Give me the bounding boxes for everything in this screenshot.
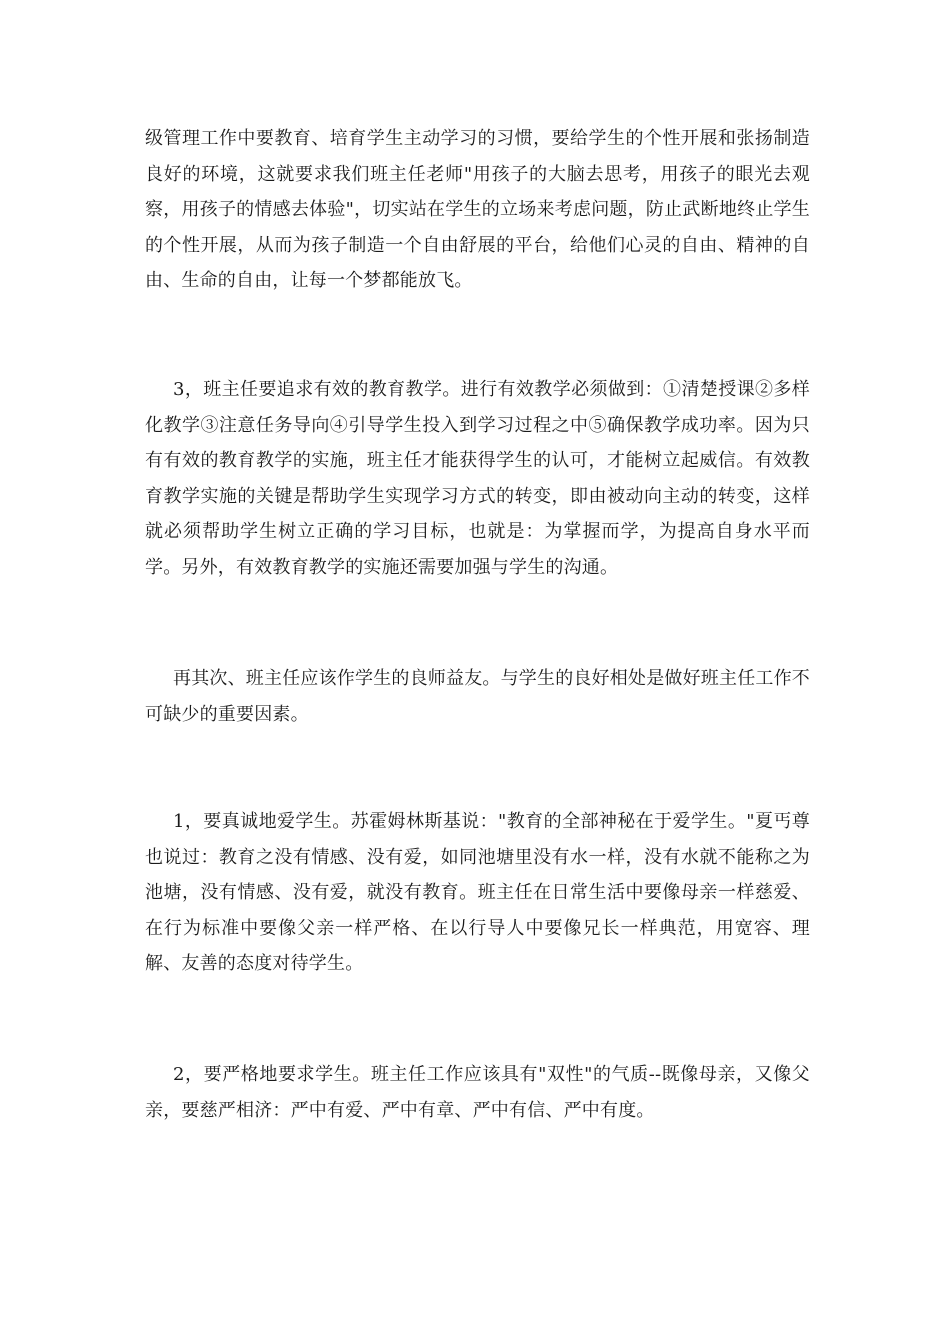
paragraph-love-students: 1，要真诚地爱学生。苏霍姆林斯基说："教育的全部神秘在于爱学生。"夏丐尊也说过：教育之没有情感、没有爱，如同池塘里没有水一样，没有水就不能称之为池塘，没有情感、没有爱，就没有教育。班主任在日常生活中要像母亲一样慈爱、在行为标准中要像父亲一样严格、在以行导人中要像兄长一样典范，用宽容、理解、友善的态度对待学生。 [145, 811, 810, 974]
paragraph-strict-requirements: 2，要严格地要求学生。班主任工作应该具有"双性"的气质--既像母亲，又像父亲，要慈严相济：严中有爱、严中有章、严中有信、严中有度。 [145, 1064, 810, 1121]
paragraph-mentor-friend: 再其次、班主任应该作学生的良师益友。与学生的良好相处是做好班主任工作不可缺少的重要因素。 [145, 668, 810, 725]
paragraph-effective-teaching: 3，班主任要追求有效的教育教学。进行有效教学必须做到：①清楚授课②多样化教学③注意任务导向④引导学生投入到学习过程之中⑤确保教学成功率。因为只有有效的教育教学的实施，班主任才能获得学生的认可，才能树立起威信。有效教育教学实施的关键是帮助学生实现学习方式的转变，即由被动向主动的转变，这样就必须帮助学生树立正确的学习目标，也就是：为掌握而学，为提高自身水平而学。另外，有效教育教学的实施还需要加强与学生的沟通。 [145, 379, 810, 578]
paragraph-continuation: 级管理工作中要教育、培育学生主动学习的习惯，要给学生的个性开展和张扬制造良好的环境，这就要求我们班主任老师"用孩子的大脑去思考，用孩子的眼光去观察，用孩子的情感去体验"，切实站在学生的立场来考虑问题，防止武断地终止学生的个性开展，从而为孩子制造一个自由舒展的平台，给他们心灵的自由、精神的自由、生命的自由，让每一个梦都能放飞。 [145, 128, 810, 291]
